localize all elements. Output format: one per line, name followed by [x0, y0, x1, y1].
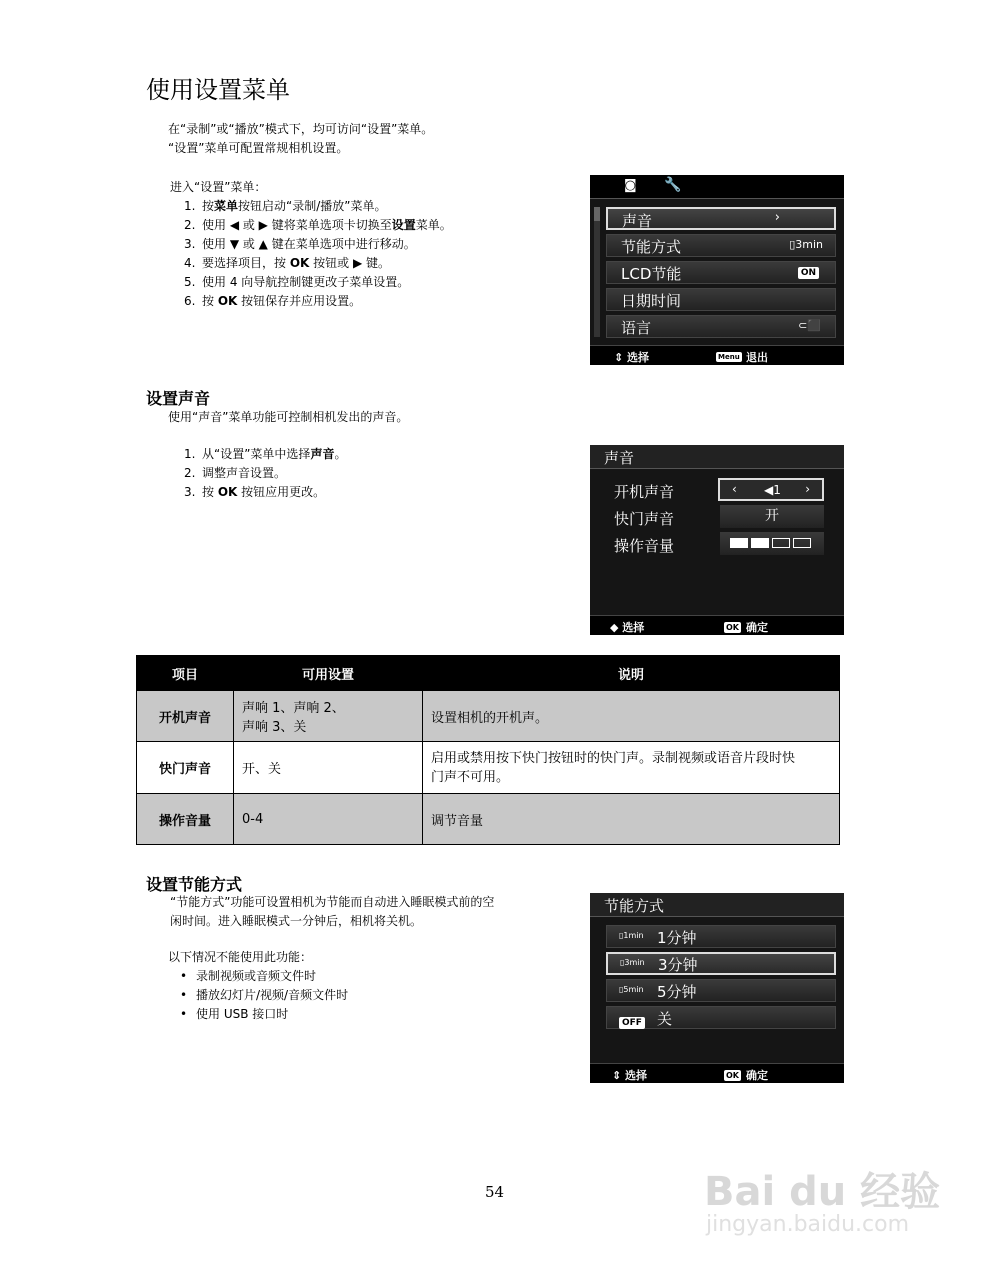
power-heading: 设置节能方式	[146, 875, 243, 894]
screen-tab-bar	[590, 175, 844, 199]
table-header: 项目	[137, 656, 234, 691]
power-save-screen	[590, 893, 844, 1083]
screen-footer: ⇕ 选择 OK 确定	[590, 1063, 844, 1083]
menu-item-date-time: 日期时间	[606, 288, 836, 311]
list-item: • 录制视频或音频文件时	[176, 967, 348, 986]
screen-header: 声音	[590, 445, 844, 469]
menu-item-lcd-save: LCD节能 ON	[606, 261, 836, 284]
table-header: 可用设置	[234, 656, 423, 691]
page-number: 54	[484, 1183, 505, 1201]
not-available-text: 以下情况不能使用此功能：	[168, 950, 313, 964]
option-3min: ▯3min 3分钟	[606, 952, 836, 975]
wrench-icon: 🔧	[664, 177, 682, 193]
list-item: • 使用 USB 接口时	[176, 1005, 348, 1024]
list-item: 2. 使用 ◀ 或 ▶ 键将菜单选项卡切换至设置菜单。	[184, 218, 452, 232]
screen-header: 节能方式	[590, 893, 844, 917]
list-item: 1. 从“设置”菜单中选择声音。	[184, 447, 347, 461]
power-desc: “节能方式”功能可设置相机为节能而自动进入睡眠模式前的空 闲时间。进入睡眠模式一分钟后，相机将关机。	[170, 895, 495, 928]
table-row: 开机声音 声响 1、声响 2、 声响 3、关 设置相机的开机声。	[137, 691, 840, 742]
enter-heading: 进入“设置”菜单：	[170, 180, 267, 194]
sound-settings-table	[136, 655, 840, 845]
sound-desc: 使用“声音”菜单功能可控制相机发出的声音。	[168, 410, 409, 424]
battery-icon: ▯5min	[619, 985, 644, 994]
list-item: 5. 使用 4 向导航控制键更改子菜单设置。	[184, 275, 410, 289]
table-header: 说明	[423, 656, 840, 691]
volume-segment	[793, 538, 811, 548]
watermark-logo: Bai du 经验	[704, 1169, 941, 1215]
option-off: OFF 关	[606, 1006, 836, 1029]
startup-sound-value: ‹ ◀1 ›	[718, 478, 824, 501]
language-icon: ⊂⬛	[798, 319, 821, 332]
list-item: 3. 使用 ▼ 或 ▲ 键在菜单选项中进行移动。	[184, 237, 416, 251]
menu-item-power-save: 节能方式 ▯3min	[606, 234, 836, 257]
list-item: 6. 按 OK 按钮保存并应用设置。	[184, 294, 362, 308]
volume-bar	[720, 532, 824, 555]
battery-icon: ▯3min	[789, 238, 823, 251]
sound-heading: 设置声音	[146, 389, 211, 408]
sound-screen	[590, 445, 844, 635]
scrollbar	[594, 207, 600, 337]
volume-segment	[730, 538, 748, 548]
startup-sound-label: 开机声音	[614, 483, 675, 501]
option-1min: ▯1min 1分钟	[606, 925, 836, 948]
shutter-sound-label: 快门声音	[614, 510, 675, 528]
list-item: 1. 按菜单按钮启动“录制/播放”菜单。	[184, 199, 387, 213]
screen-footer: ⇕ 选择 Menu 退出	[590, 345, 844, 365]
screen-footer: ◆ 选择 OK 确定	[590, 615, 844, 635]
list-item: • 播放幻灯片/视频/音频文件时	[176, 986, 348, 1005]
shutter-sound-value: 开	[720, 505, 824, 528]
camera-icon: ◙	[624, 178, 637, 193]
bullet-list	[176, 967, 348, 1024]
page-title: 使用设置菜单	[146, 76, 290, 104]
enter-steps-list	[184, 197, 452, 311]
volume-segment	[751, 538, 769, 548]
list-item: 3. 按 OK 按钮应用更改。	[184, 485, 326, 499]
volume-label: 操作音量	[614, 537, 675, 555]
list-item: 4. 要选择项目，按 OK 按钮或 ▶ 键。	[184, 256, 391, 270]
volume-segment	[772, 538, 790, 548]
table-row: 操作音量 0-4 调节音量	[137, 794, 840, 845]
battery-icon: ▯3min	[620, 958, 645, 967]
list-item: 2. 调整声音设置。	[184, 466, 287, 480]
speaker-icon: ◀1	[764, 483, 781, 497]
battery-icon: ▯1min	[619, 931, 644, 940]
setup-menu-screen	[590, 175, 844, 365]
watermark-url: jingyan.baidu.com	[706, 1212, 910, 1237]
table-row: 快门声音 开、关 启用或禁用按下快门按钮时的快门声。录制视频或语音片段时快 门声不可用。	[137, 742, 840, 794]
intro-text: 在“录制”或“播放”模式下，均可访问“设置”菜单。 “设置”菜单可配置常规相机设置。	[168, 122, 434, 155]
menu-item-sound: 声音 ›	[606, 207, 836, 230]
menu-item-language: 语言 ⊂⬛	[606, 315, 836, 338]
sound-steps-list	[184, 445, 346, 502]
option-5min: ▯5min 5分钟	[606, 979, 836, 1002]
